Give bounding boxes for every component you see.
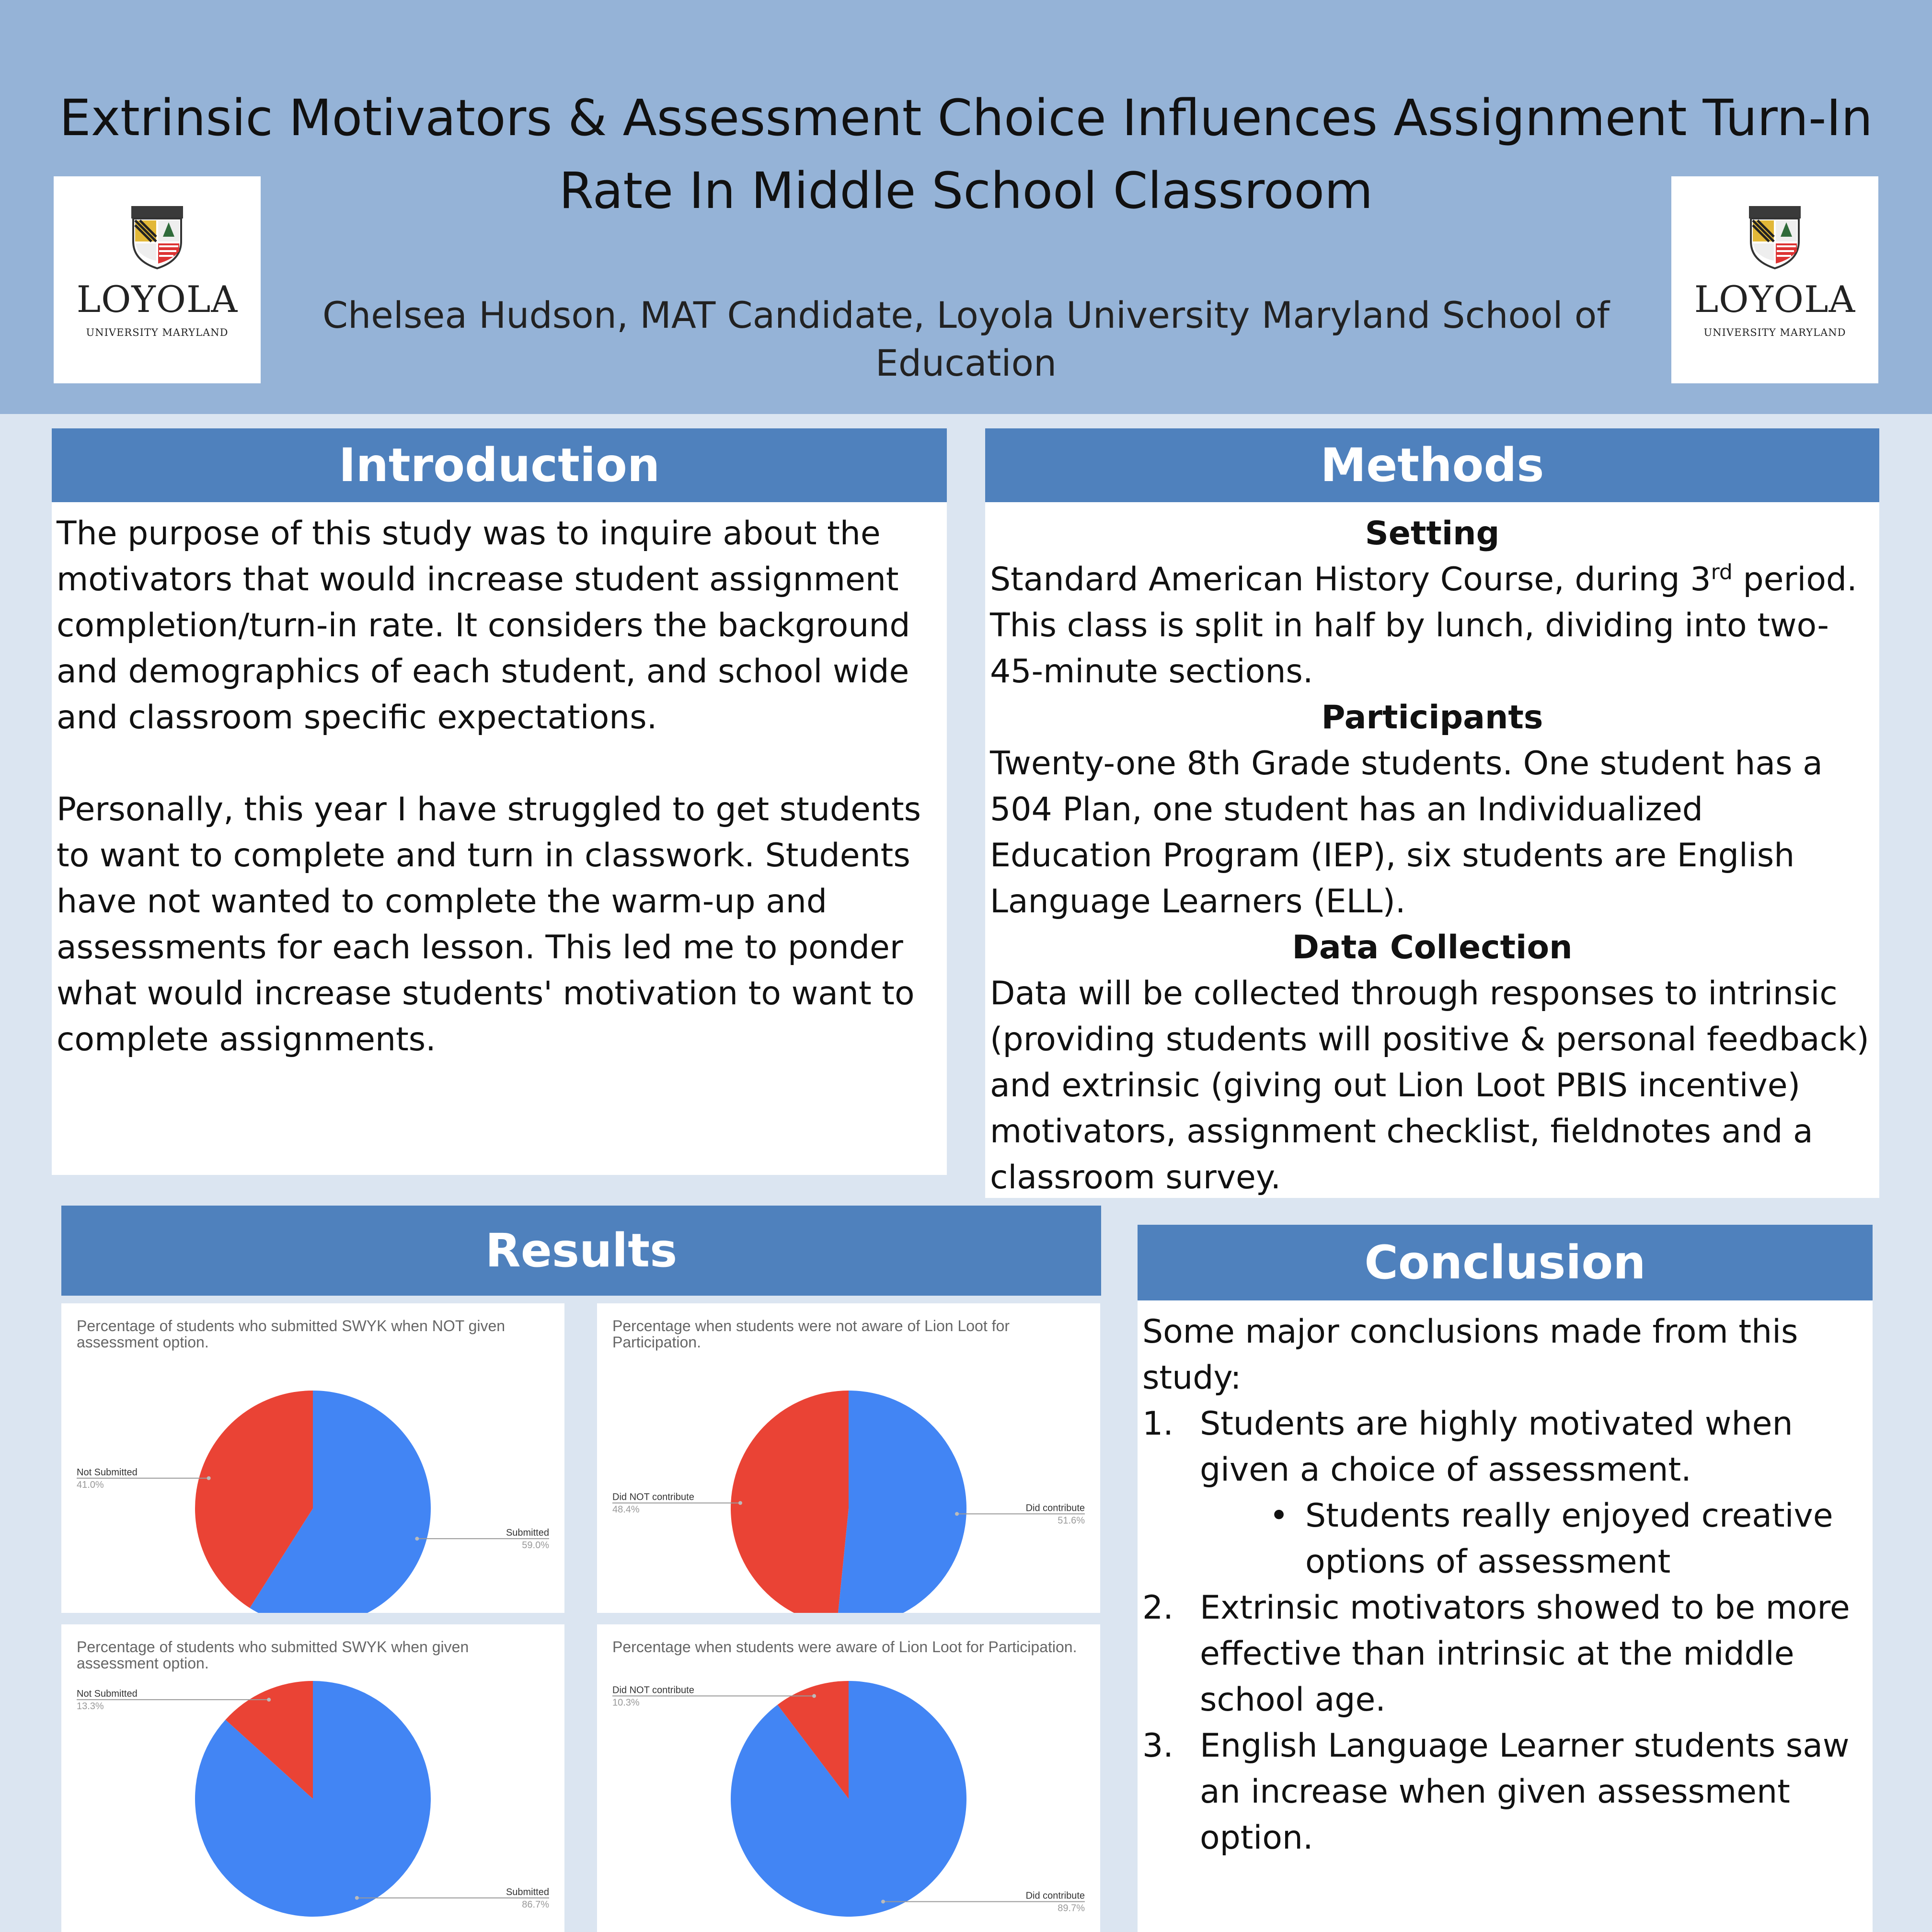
crest-icon xyxy=(128,203,186,270)
chart-title: Percentage of students who submitted SWYK when NOT given assessment option. xyxy=(77,1317,506,1351)
author-line: Chelsea Hudson, MAT Candidate, Loyola University Maryland School of Education xyxy=(322,294,1610,384)
data-collection-heading: Data Collection xyxy=(1292,929,1573,966)
chart-title: Percentage of students who submitted SWYK when given assessment option. xyxy=(77,1638,469,1672)
chart-title: Percentage when students were not aware of Lion Loot for Participation. xyxy=(612,1317,1010,1351)
slice-label: Did contribute xyxy=(1025,1890,1085,1901)
pie-chart-no-option xyxy=(61,1303,564,1613)
intro-paragraph-2: Personally, this year I have struggled to get students to want to complete and turn in classwork. Students have not wanted to complete the warm-up and assessments for each lesson. This led me to ponder what would increase students' motivation to want to complete assignments. xyxy=(57,791,921,1058)
leader-dot xyxy=(415,1537,419,1541)
slice-value-label: 59.0% xyxy=(522,1540,549,1551)
crest-icon xyxy=(1746,203,1804,270)
leader-dot xyxy=(267,1698,271,1702)
list-item: 3. English Language Learner students saw an increase when given assessment option. xyxy=(1142,1727,1850,1857)
slice-value-label: 89.7% xyxy=(1058,1903,1085,1914)
results-heading: Results xyxy=(61,1206,1101,1296)
conclusion-list xyxy=(1142,1401,1868,1861)
slice-label: Submitted xyxy=(506,1886,549,1898)
list-sub-item: • Students really enjoyed creative options of assessment xyxy=(1269,1497,1833,1581)
participants-heading: Participants xyxy=(1321,699,1543,736)
introduction-panel xyxy=(52,502,947,1175)
poster-header xyxy=(0,0,1932,414)
pie-slice xyxy=(731,1391,849,1613)
methods-panel xyxy=(985,502,1879,1198)
list-item: 1. Students are highly motivated when given a choice of assessment. xyxy=(1142,1405,1793,1489)
leader-dot xyxy=(738,1501,742,1505)
participants-text: Twenty-one 8th Grade students. One student has a 504 Plan, one student has an Individualized Education Program (IEP), six students are English Language Learners (ELL). xyxy=(990,745,1823,920)
introduction-heading: Introduction xyxy=(52,428,947,502)
slice-value-label: 51.6% xyxy=(1058,1515,1085,1526)
slice-label: Did NOT contribute xyxy=(612,1492,694,1503)
slice-value-label: 48.4% xyxy=(612,1504,640,1515)
conclusion-panel xyxy=(1138,1300,1873,1932)
poster-title xyxy=(19,81,1913,227)
setting-text: Standard American History Course, during 3rd period. This class is split in half by lunch, dividing into two-45-minute sections. xyxy=(990,560,1857,690)
pie-slice xyxy=(837,1391,966,1613)
list-item: 2. Extrinsic motivators showed to be more effective than intrinsic at the middle school age. xyxy=(1142,1589,1850,1719)
conclusion-heading: Conclusion xyxy=(1138,1225,1873,1300)
leader-dot xyxy=(955,1512,959,1516)
slice-label: Submitted xyxy=(506,1528,549,1539)
data-collection-text: Data will be collected through responses to intrinsic (providing students will positive & personal feedback) and extrinsic (giving out Lion Loot PBIS incentive) motivators, assignment checklist, fieldnotes and a classroom survey. xyxy=(990,975,1869,1196)
slice-value-label: 10.3% xyxy=(612,1697,640,1708)
logo-wordmark: LOYOLA xyxy=(76,278,238,321)
slice-label: Did contribute xyxy=(1025,1503,1085,1514)
leader-dot xyxy=(881,1900,885,1904)
methods-heading: Methods xyxy=(985,428,1879,502)
chart-title: Percentage when students were aware of Lion Loot for Participation. xyxy=(612,1638,1077,1656)
title-line-1: Extrinsic Motivators & Assessment Choice Influences Assignment Turn-In xyxy=(59,89,1873,147)
pie-chart-unaware-lion-loot xyxy=(597,1303,1100,1613)
pie-chart-svg xyxy=(597,1624,1100,1932)
loyola-logo-right xyxy=(1671,176,1878,383)
leader-dot xyxy=(355,1896,359,1900)
pie-chart-aware-lion-loot xyxy=(597,1624,1100,1932)
slice-label: Not Submitted xyxy=(77,1689,138,1700)
slice-value-label: 86.7% xyxy=(522,1899,549,1910)
logo-subtext: UNIVERSITY MARYLAND xyxy=(86,327,229,338)
leader-dot xyxy=(812,1694,816,1698)
slice-label: Not Submitted xyxy=(77,1467,138,1478)
slice-label: Did NOT contribute xyxy=(612,1685,694,1696)
setting-heading: Setting xyxy=(1365,515,1500,552)
slice-value-label: 41.0% xyxy=(77,1479,104,1490)
loyola-logo-left xyxy=(54,176,261,383)
logo-wordmark: LOYOLA xyxy=(1694,278,1856,321)
intro-paragraph-1: The purpose of this study was to inquire about the motivators that would increase student assignment completion/turn-in rate. It considers the background and demographics of each student, and school wide and classroom specific expectations. xyxy=(57,515,910,736)
logo-subtext: UNIVERSITY MARYLAND xyxy=(1703,327,1846,338)
conclusion-intro: Some major conclusions made from this study: xyxy=(1142,1313,1798,1397)
pie-chart-with-option xyxy=(61,1624,564,1932)
leader-dot xyxy=(207,1476,211,1480)
title-line-2: Rate In Middle School Classroom xyxy=(559,161,1373,220)
slice-value-label: 13.3% xyxy=(77,1701,104,1712)
